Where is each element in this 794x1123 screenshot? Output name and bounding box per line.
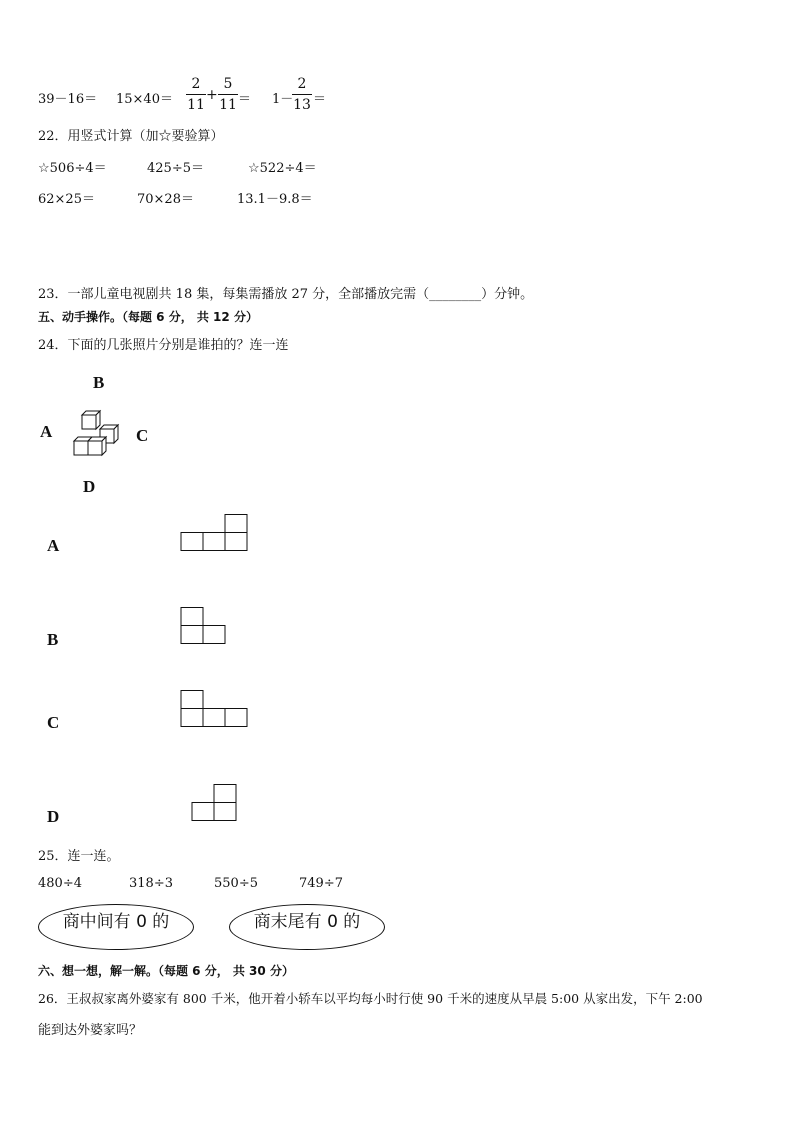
question-26-line-2: 能到达外婆家吗？	[38, 1023, 143, 1038]
question-23: 23．一部儿童电视剧共 18 集，每集需播放 27 分，全部播放完需（________）分钟。	[38, 287, 534, 302]
calc-item: 13.1－9.8＝	[237, 192, 313, 207]
expr-39-16: 39－16＝	[38, 92, 98, 107]
question-24-title: 24．下面的几张照片分别是谁拍的？连一连	[38, 338, 289, 353]
fraction-2-11: 2 11	[187, 76, 205, 113]
view-c-figure	[180, 690, 250, 728]
view-a-figure	[180, 514, 250, 552]
view-b-figure	[180, 607, 228, 645]
one-minus: 1－	[272, 92, 294, 107]
view-label-c: C	[47, 713, 60, 732]
division-expression: 749÷7	[299, 876, 343, 891]
division-expression: 550÷5	[214, 876, 258, 891]
section-5-heading: 五、动手操作。（每题 6 分， 共 12 分）	[38, 310, 258, 324]
view-label-a: A	[47, 536, 60, 555]
question-26-line-1: 26．王叔叔家离外婆家有 800 千米，他开着小轿车以平均每小时行使 90 千米的速度从早晨 5:00 从家出发，下午 2:00	[38, 991, 703, 1006]
view-d-figure	[191, 784, 239, 822]
division-expression: 480÷4	[38, 876, 82, 891]
category-oval-middle-zero[interactable]	[38, 904, 194, 950]
direction-label-c: C	[136, 426, 149, 445]
calc-item: ☆506÷4＝	[38, 161, 107, 176]
oval-label: 商末尾有 0 的	[253, 912, 361, 932]
equals-sign: ＝	[238, 92, 252, 107]
view-label-d: D	[47, 807, 60, 826]
cube-stack-figure	[70, 405, 122, 461]
direction-label-d: D	[83, 477, 96, 496]
calc-item: 425÷5＝	[147, 161, 204, 176]
equals-sign: ＝	[313, 92, 327, 107]
plus-sign: +	[206, 87, 218, 103]
fraction-2-13: 2 13	[293, 76, 311, 113]
calc-item: 70×28＝	[137, 192, 194, 207]
direction-label-b: B	[93, 373, 105, 392]
calc-item: ☆522÷4＝	[248, 161, 317, 176]
direction-label-a: A	[40, 422, 53, 441]
expr-15x40: 15×40＝	[116, 92, 173, 107]
section-6-heading: 六、想一想，解一解。（每题 6 分， 共 30 分）	[38, 964, 294, 978]
oval-label: 商中间有 0 的	[62, 912, 170, 932]
view-label-b: B	[47, 630, 59, 649]
question-25-title: 25．连一连。	[38, 849, 120, 864]
fraction-5-11: 5 11	[219, 76, 237, 113]
division-expression: 318÷3	[129, 876, 173, 891]
question-22-title: 22．用竖式计算（加☆要验算）	[38, 129, 224, 144]
calc-item: 62×25＝	[38, 192, 95, 207]
category-oval-end-zero[interactable]	[229, 904, 385, 950]
